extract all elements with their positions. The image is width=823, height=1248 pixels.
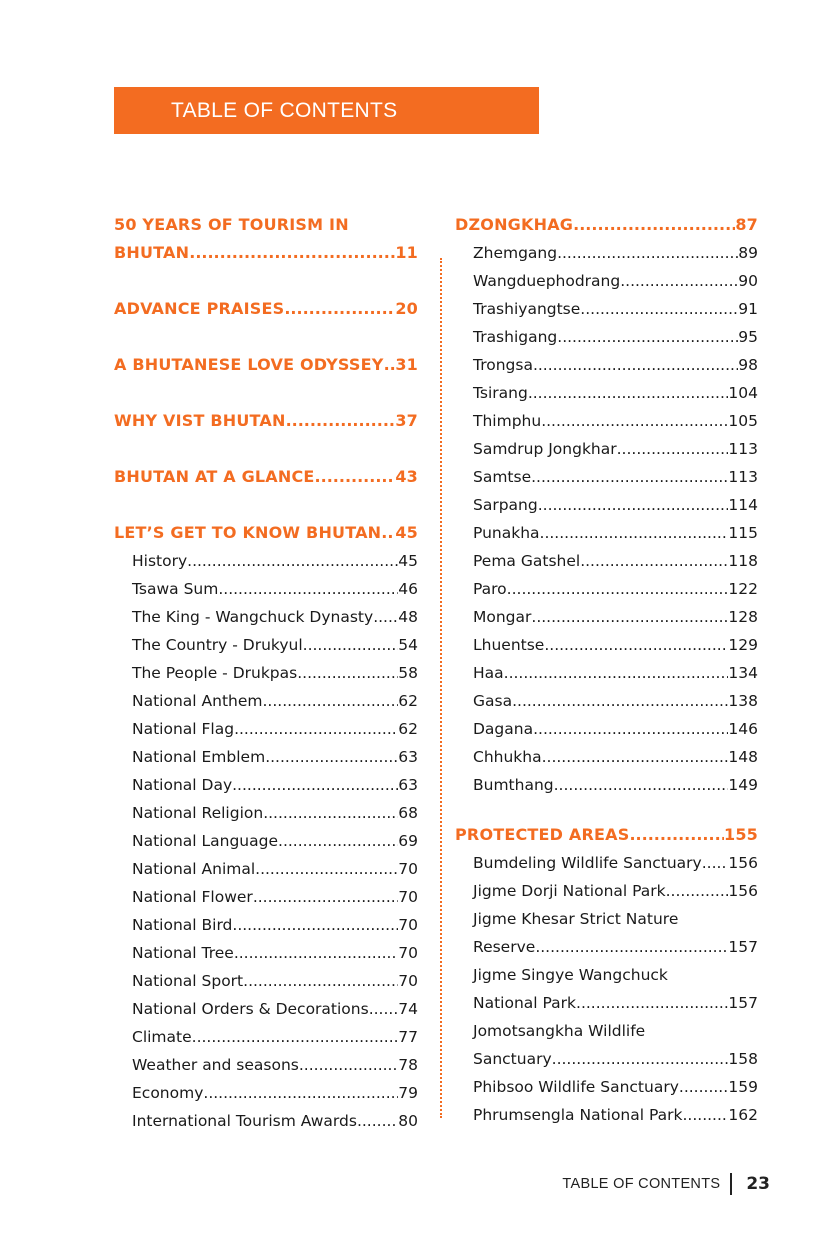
entry-page: 74 bbox=[398, 1000, 418, 1018]
entry-page: 31 bbox=[395, 355, 418, 374]
toc-subitems bbox=[455, 849, 758, 1129]
leader-dots bbox=[381, 519, 395, 547]
toc-subitems bbox=[455, 239, 758, 799]
leader-dots bbox=[554, 771, 729, 799]
leader-dots bbox=[679, 1073, 729, 1101]
entry-page: 43 bbox=[395, 467, 418, 486]
toc-subitem[interactable] bbox=[455, 989, 758, 1017]
toc-subitem[interactable] bbox=[455, 1045, 758, 1073]
leader-dots bbox=[232, 771, 398, 799]
toc-subitem[interactable] bbox=[455, 771, 758, 799]
leader-dots bbox=[557, 239, 738, 267]
leader-dots bbox=[531, 463, 728, 491]
entry-title: Samdrup Jongkhar bbox=[473, 440, 617, 458]
entry-title: LET’S GET TO KNOW BHUTAN bbox=[114, 523, 382, 542]
entry-title: Tsirang bbox=[473, 384, 528, 402]
toc-banner-title: TABLE OF CONTENTS bbox=[171, 99, 398, 122]
entry-title: Trashiyangtse bbox=[473, 300, 581, 318]
entry-page: 114 bbox=[728, 496, 758, 514]
leader-dots bbox=[507, 575, 729, 603]
leader-dots bbox=[666, 877, 729, 905]
leader-dots bbox=[557, 323, 738, 351]
toc-section-entry[interactable] bbox=[455, 211, 758, 239]
leader-dots bbox=[580, 547, 728, 575]
toc-subitem[interactable] bbox=[114, 771, 418, 799]
entry-title: Punakha bbox=[473, 524, 540, 542]
entry-title: Dagana bbox=[473, 720, 534, 738]
entry-page: 70 bbox=[398, 916, 418, 934]
leader-dots bbox=[573, 211, 735, 239]
entry-title: Weather and seasons bbox=[132, 1056, 299, 1074]
entry-title: Tsawa Sum bbox=[132, 580, 219, 598]
entry-title: National Park bbox=[473, 994, 577, 1012]
entry-page: 129 bbox=[728, 636, 758, 654]
leader-dots bbox=[576, 989, 728, 1017]
toc-subitem[interactable] bbox=[114, 827, 418, 855]
toc-subitem[interactable] bbox=[455, 1073, 758, 1101]
entry-title: National Tree bbox=[132, 944, 234, 962]
leader-dots bbox=[629, 821, 724, 849]
leader-dots bbox=[187, 547, 398, 575]
entry-title: Haa bbox=[473, 664, 504, 682]
entry-title: Paro bbox=[473, 580, 507, 598]
entry-title: The People - Drukpas bbox=[132, 664, 298, 682]
leader-dots bbox=[284, 295, 395, 323]
toc-subitem[interactable] bbox=[114, 715, 418, 743]
toc-subitem[interactable] bbox=[455, 603, 758, 631]
leader-dots bbox=[303, 631, 399, 659]
toc-subitem[interactable] bbox=[114, 1079, 418, 1107]
entry-page: 58 bbox=[398, 664, 418, 682]
leader-dots bbox=[234, 715, 398, 743]
entry-page: 155 bbox=[724, 825, 758, 844]
entry-page: 69 bbox=[398, 832, 418, 850]
entry-page: 105 bbox=[728, 412, 758, 430]
leader-dots bbox=[535, 933, 728, 961]
leader-dots bbox=[262, 687, 398, 715]
entry-page: 162 bbox=[728, 1106, 758, 1124]
toc-subitem[interactable] bbox=[114, 743, 418, 771]
toc-subitem[interactable] bbox=[455, 351, 758, 379]
leader-dots bbox=[580, 295, 738, 323]
entry-title: International Tourism Awards bbox=[132, 1112, 357, 1130]
toc-subitem[interactable] bbox=[455, 323, 758, 351]
toc-subitem[interactable] bbox=[114, 799, 418, 827]
entry-page: 146 bbox=[728, 720, 758, 738]
leader-dots bbox=[533, 715, 728, 743]
entry-page: 115 bbox=[728, 524, 758, 542]
entry-title: Bumthang bbox=[473, 776, 554, 794]
leader-dots bbox=[192, 1023, 399, 1051]
leader-dots bbox=[617, 435, 729, 463]
leader-dots bbox=[243, 967, 398, 995]
entry-page: 79 bbox=[398, 1084, 418, 1102]
entry-title: Thimphu bbox=[473, 412, 542, 430]
entry-title: Sanctuary bbox=[473, 1050, 552, 1068]
entry-page: 156 bbox=[728, 854, 758, 872]
entry-page: 63 bbox=[398, 748, 418, 766]
toc-subitem[interactable] bbox=[455, 267, 758, 295]
toc-subitem[interactable] bbox=[114, 575, 418, 603]
toc-subitem[interactable] bbox=[455, 295, 758, 323]
toc-subitem[interactable] bbox=[455, 463, 758, 491]
entry-page: 134 bbox=[728, 664, 758, 682]
entry-title: National Orders & Decorations bbox=[132, 1000, 369, 1018]
entry-page: 148 bbox=[728, 748, 758, 766]
entry-page: 98 bbox=[738, 356, 758, 374]
toc-subitem[interactable] bbox=[114, 911, 418, 939]
leader-dots bbox=[263, 799, 398, 827]
entry-page: 46 bbox=[398, 580, 418, 598]
footer-divider bbox=[730, 1173, 732, 1195]
toc-subitem[interactable] bbox=[455, 715, 758, 743]
toc-subitem[interactable] bbox=[455, 877, 758, 905]
entry-page: 156 bbox=[728, 882, 758, 900]
entry-page: 48 bbox=[398, 608, 418, 626]
leader-dots bbox=[552, 1045, 729, 1073]
toc-subitem[interactable] bbox=[114, 995, 418, 1023]
entry-title: The King - Wangchuck Dynasty bbox=[132, 608, 374, 626]
toc-subitem[interactable] bbox=[114, 547, 418, 575]
leader-dots bbox=[232, 911, 398, 939]
entry-title: Trashigang bbox=[473, 328, 558, 346]
toc-subitem[interactable] bbox=[114, 631, 418, 659]
entry-title: DZONGKHAG bbox=[455, 215, 574, 234]
entry-title: A BHUTANESE LOVE ODYSSEY bbox=[114, 355, 384, 374]
entry-title: Samtse bbox=[473, 468, 532, 486]
entry-page: 70 bbox=[398, 972, 418, 990]
entry-page: 90 bbox=[738, 272, 758, 290]
entry-page: 70 bbox=[398, 944, 418, 962]
leader-dots bbox=[538, 491, 729, 519]
footer-label: TABLE OF CONTENTS bbox=[562, 1176, 721, 1192]
leader-dots bbox=[620, 267, 738, 295]
entry-page: 63 bbox=[398, 776, 418, 794]
toc-subitem[interactable] bbox=[455, 547, 758, 575]
toc-subitem[interactable] bbox=[114, 1107, 418, 1135]
toc-subitem[interactable] bbox=[455, 631, 758, 659]
entry-title: Phrumsengla National Park bbox=[473, 1106, 683, 1124]
entry-page: 113 bbox=[728, 440, 758, 458]
toc-section-entry[interactable] bbox=[114, 351, 418, 379]
toc-subitems bbox=[114, 547, 418, 1135]
toc-subitem[interactable] bbox=[114, 967, 418, 995]
toc-subitem[interactable] bbox=[455, 575, 758, 603]
entry-title: National Emblem bbox=[132, 748, 266, 766]
leader-dots bbox=[504, 659, 729, 687]
entry-title: Jigme Dorji National Park bbox=[473, 882, 666, 900]
leader-dots bbox=[297, 659, 398, 687]
entry-title: National Sport bbox=[132, 972, 244, 990]
toc-subitem[interactable] bbox=[114, 1051, 418, 1079]
entry-page: 20 bbox=[395, 299, 418, 318]
entry-title: Bumdeling Wildlife Sanctuary bbox=[473, 854, 702, 872]
toc-banner bbox=[114, 87, 539, 134]
entry-page: 157 bbox=[728, 994, 758, 1012]
leader-dots bbox=[531, 603, 728, 631]
entry-page: 128 bbox=[728, 608, 758, 626]
leader-dots bbox=[384, 351, 396, 379]
entry-page: 37 bbox=[395, 411, 418, 430]
leader-dots bbox=[218, 575, 398, 603]
entry-page: 62 bbox=[398, 720, 418, 738]
page-footer bbox=[562, 1170, 770, 1198]
entry-title: Phibsoo Wildlife Sanctuary bbox=[473, 1078, 679, 1096]
entry-title: Economy bbox=[132, 1084, 204, 1102]
entry-page: 158 bbox=[728, 1050, 758, 1068]
entry-title: National Language bbox=[132, 832, 279, 850]
entry-title: Pema Gatshel bbox=[473, 552, 581, 570]
leader-dots bbox=[315, 463, 396, 491]
entry-page: 89 bbox=[738, 244, 758, 262]
leader-dots bbox=[357, 1107, 398, 1135]
leader-dots bbox=[265, 743, 398, 771]
toc-section-entry[interactable] bbox=[114, 463, 418, 491]
entry-title: Sarpang bbox=[473, 496, 538, 514]
leader-dots bbox=[512, 687, 728, 715]
entry-title: Chhukha bbox=[473, 748, 542, 766]
toc-subitem[interactable] bbox=[455, 933, 758, 961]
toc-section-entry[interactable] bbox=[455, 821, 758, 849]
entry-page: 45 bbox=[398, 552, 418, 570]
leader-dots bbox=[541, 407, 728, 435]
toc-subitem[interactable] bbox=[455, 1101, 758, 1129]
entry-title: Wangduephodrang bbox=[473, 272, 621, 290]
entry-page: 95 bbox=[738, 328, 758, 346]
toc-subitem[interactable] bbox=[455, 687, 758, 715]
entry-title: National Bird bbox=[132, 916, 233, 934]
toc-subitem[interactable] bbox=[455, 659, 758, 687]
entry-title: National Religion bbox=[132, 804, 264, 822]
leader-dots bbox=[702, 849, 729, 877]
leader-dots bbox=[189, 239, 395, 267]
entry-page: 45 bbox=[395, 523, 418, 542]
toc-subitem[interactable] bbox=[455, 849, 758, 877]
leader-dots bbox=[533, 351, 738, 379]
entry-title: BHUTAN AT A GLANCE bbox=[114, 467, 315, 486]
toc-right-column bbox=[455, 211, 758, 1129]
toc-subitem[interactable] bbox=[114, 687, 418, 715]
toc-subitem[interactable] bbox=[114, 855, 418, 883]
entry-title: Trongsa bbox=[473, 356, 533, 374]
entry-page: 87 bbox=[735, 215, 758, 234]
toc-subitem-line: Jomotsangkha Wildlife bbox=[473, 1022, 646, 1040]
entry-page: 80 bbox=[398, 1112, 418, 1130]
entry-page: 54 bbox=[398, 636, 418, 654]
toc-subitem[interactable] bbox=[114, 603, 418, 631]
entry-page: 11 bbox=[395, 243, 418, 262]
entry-title: ADVANCE PRAISES bbox=[114, 299, 285, 318]
entry-title: BHUTAN bbox=[114, 243, 190, 262]
toc-subitem-line: Jigme Singye Wangchuck bbox=[473, 966, 668, 984]
toc-subitem-line: Jigme Khesar Strict Nature bbox=[473, 910, 679, 928]
entry-title: National Anthem bbox=[132, 692, 263, 710]
leader-dots bbox=[528, 379, 729, 407]
leader-dots bbox=[540, 519, 729, 547]
leader-dots bbox=[286, 407, 396, 435]
entry-page: 118 bbox=[728, 552, 758, 570]
entry-title: Lhuentse bbox=[473, 636, 545, 654]
leader-dots bbox=[299, 1051, 398, 1079]
entry-page: 70 bbox=[398, 860, 418, 878]
entry-page: 157 bbox=[728, 938, 758, 956]
entry-page: 70 bbox=[398, 888, 418, 906]
entry-title: PROTECTED AREAS bbox=[455, 825, 630, 844]
leader-dots bbox=[255, 855, 398, 883]
leader-dots bbox=[278, 827, 398, 855]
entry-page: 113 bbox=[728, 468, 758, 486]
entry-page: 91 bbox=[738, 300, 758, 318]
toc-subitem[interactable] bbox=[455, 239, 758, 267]
leader-dots bbox=[373, 603, 398, 631]
entry-title: Climate bbox=[132, 1028, 192, 1046]
entry-title: National Flower bbox=[132, 888, 253, 906]
entry-title: National Flag bbox=[132, 720, 235, 738]
leader-dots bbox=[234, 939, 398, 967]
toc-subitem[interactable] bbox=[455, 491, 758, 519]
toc-section-entry[interactable] bbox=[114, 407, 418, 435]
entry-title: The Country - Drukyul bbox=[132, 636, 303, 654]
toc-subitem[interactable] bbox=[455, 407, 758, 435]
toc-section-entry[interactable] bbox=[114, 239, 418, 267]
toc-subitem[interactable] bbox=[455, 379, 758, 407]
toc-subitem[interactable] bbox=[455, 519, 758, 547]
entry-page: 68 bbox=[398, 804, 418, 822]
leader-dots bbox=[542, 743, 729, 771]
entry-page: 138 bbox=[728, 692, 758, 710]
toc-section-entry[interactable] bbox=[114, 295, 418, 323]
leader-dots bbox=[253, 883, 398, 911]
entry-page: 77 bbox=[398, 1028, 418, 1046]
entry-page: 78 bbox=[398, 1056, 418, 1074]
entry-title: History bbox=[132, 552, 188, 570]
entry-title: National Animal bbox=[132, 860, 256, 878]
entry-title: Zhemgang bbox=[473, 244, 558, 262]
entry-page: 104 bbox=[728, 384, 758, 402]
leader-dots bbox=[203, 1079, 398, 1107]
page-number: 23 bbox=[746, 1174, 770, 1194]
entry-title: Reserve bbox=[473, 938, 536, 956]
entry-page: 122 bbox=[728, 580, 758, 598]
entry-page: 149 bbox=[728, 776, 758, 794]
entry-title: Gasa bbox=[473, 692, 513, 710]
toc-subitem[interactable] bbox=[455, 743, 758, 771]
toc-subitem[interactable] bbox=[455, 435, 758, 463]
entry-page: 62 bbox=[398, 692, 418, 710]
toc-section-entry[interactable] bbox=[114, 519, 418, 547]
entry-title: WHY VIST BHUTAN bbox=[114, 411, 286, 430]
leader-dots bbox=[369, 995, 399, 1023]
entry-page: 159 bbox=[728, 1078, 758, 1096]
toc-left-column bbox=[114, 211, 418, 1135]
entry-title: National Day bbox=[132, 776, 233, 794]
leader-dots bbox=[544, 631, 728, 659]
leader-dots bbox=[683, 1101, 729, 1129]
toc-subitem[interactable] bbox=[114, 883, 418, 911]
toc-section-line: 50 YEARS OF TOURISM IN bbox=[114, 215, 349, 234]
toc-subitem[interactable] bbox=[114, 939, 418, 967]
column-divider bbox=[440, 258, 442, 1118]
toc-subitem[interactable] bbox=[114, 659, 418, 687]
entry-title: Mongar bbox=[473, 608, 532, 626]
toc-subitem[interactable] bbox=[114, 1023, 418, 1051]
